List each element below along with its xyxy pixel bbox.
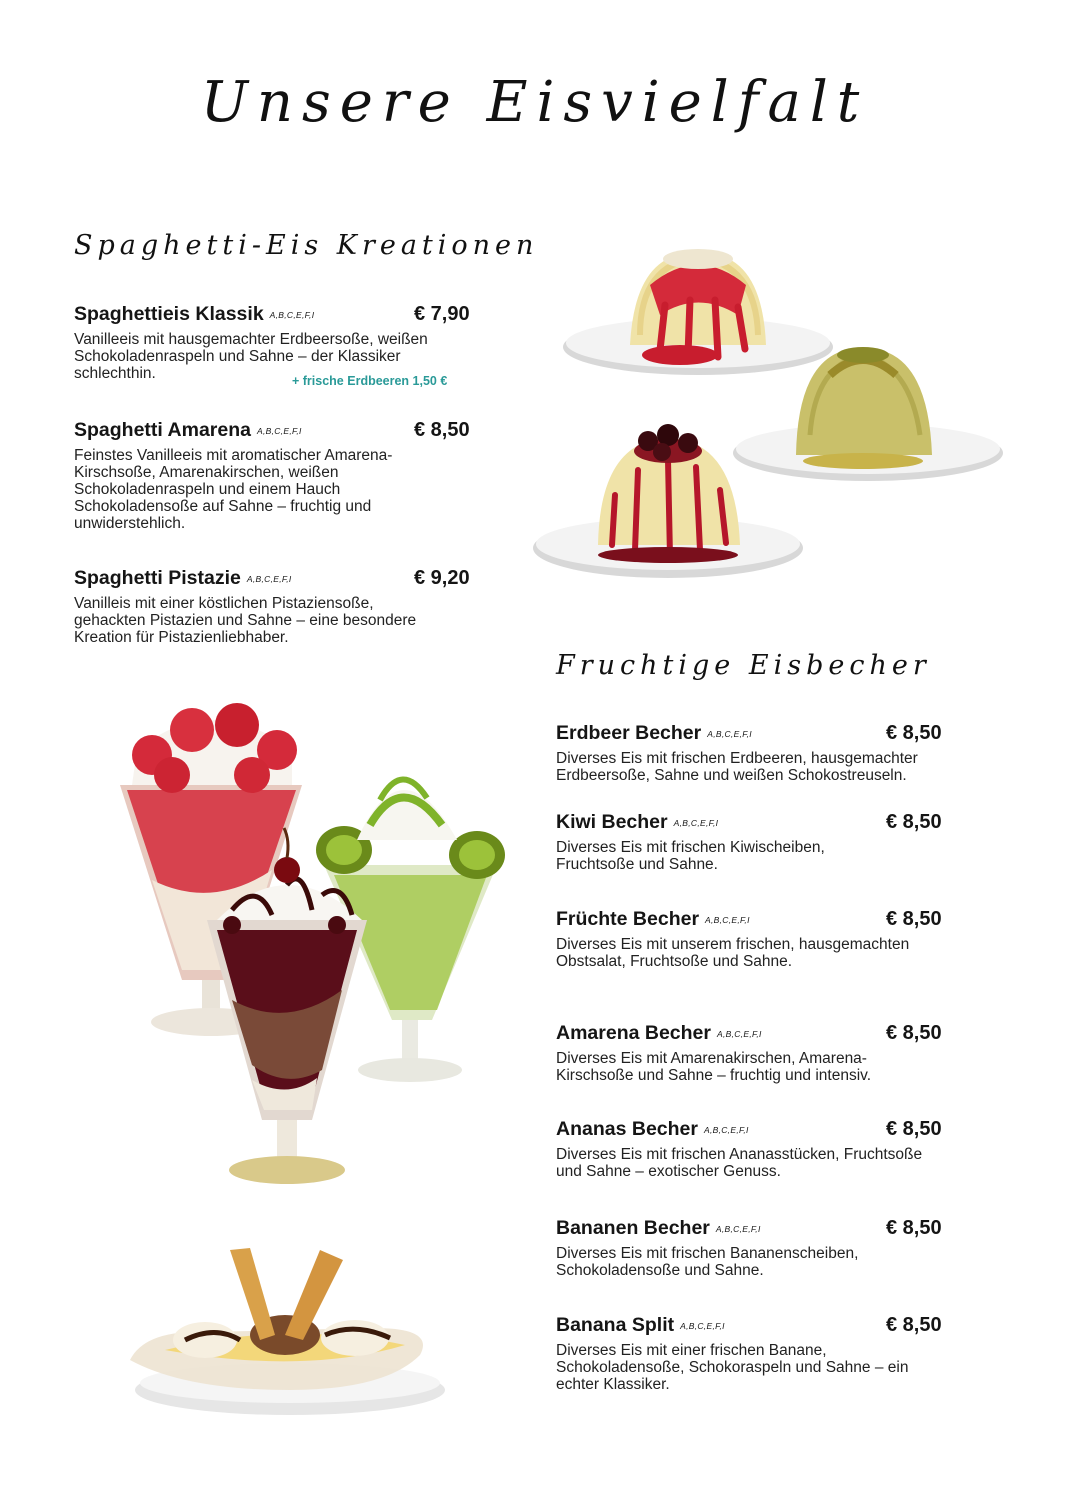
allergen-codes: A,B,C,E,F,I	[680, 1320, 725, 1331]
item-price: € 7,90	[414, 303, 470, 325]
item-price: € 8,50	[886, 908, 942, 930]
allergen-codes: A,B,C,E,F,I	[673, 817, 719, 828]
allergen-codes: A,B,C,E,F,I	[715, 1223, 761, 1234]
item-description: Diverses Eis mit frischen Kiwischeiben, Fruchtsoße und Sahne.	[556, 839, 825, 873]
item-description: Diverses Eis mit frischen Ananasstücken, Fruchtsoße und Sahne – exotischer Genuss.	[556, 1146, 923, 1180]
allergen-codes: A,B,C,E,F,I	[705, 914, 750, 925]
item-price: € 8,50	[414, 419, 470, 441]
banana-split-image	[125, 1240, 450, 1420]
item-name: Amarena Becher A,B,C,E,F,I	[556, 1022, 762, 1044]
page-title: Unsere Eisvielfalt	[200, 70, 869, 135]
item-name: Spaghettieis Klassik A,B,C,E,F,I	[74, 303, 315, 325]
item-description: Feinstes Vanilleeis mit aromatischer Amarena-Kirschsoße, Amarenakirschen, weißen Schokoladenraspeln und einem Hauch Schokoladensoße auf Sahne – fruchtig und unwiderstehlich.	[74, 447, 393, 532]
item-description: Diverses Eis mit frischen Erdbeeren, hausgemachter Erdbeersoße, Sahne und weißen Schokostreuseln.	[556, 750, 918, 784]
allergen-codes: A,B,C,E,F,I	[703, 1124, 749, 1135]
allergen-codes: A,B,C,E,F,I	[707, 728, 752, 739]
item-description: Diverses Eis mit einer frischen Banane, Schokoladensoße, Schokoraspeln und Sahne – ein echter Klassiker.	[556, 1342, 909, 1393]
allergen-codes: A,B,C,E,F,I	[717, 1028, 762, 1039]
item-price: € 8,50	[886, 1118, 942, 1140]
item-description: Vanilleis mit einer köstlichen Pistaziensoße, gehackten Pistazien und Sahne – eine besondere Kreation für Pistazienliebhaber.	[74, 595, 417, 646]
item-name: Bananen Becher A,B,C,E,F,I	[556, 1217, 761, 1239]
item-description: Diverses Eis mit unserem frischen, hausgemachten Obstsalat, Fruchtsoße und Sahne.	[556, 936, 910, 970]
item-price: € 8,50	[886, 1022, 942, 1044]
item-name: Früchte Becher A,B,C,E,F,I	[556, 908, 750, 930]
spaghetti-eis-image	[530, 245, 1010, 595]
item-name: Spaghetti Amarena A,B,C,E,F,I	[74, 419, 302, 441]
item-description: Diverses Eis mit frischen Bananenscheiben, Schokoladensoße und Sahne.	[556, 1245, 859, 1279]
item-price: € 8,50	[886, 811, 942, 833]
item-name: Spaghetti Pistazie A,B,C,E,F,I	[74, 567, 292, 589]
item-name: Kiwi Becher A,B,C,E,F,I	[556, 811, 719, 833]
allergen-codes: A,B,C,E,F,I	[269, 309, 315, 320]
item-price: € 8,50	[886, 722, 942, 744]
allergen-codes: A,B,C,E,F,I	[246, 573, 292, 584]
item-description: Diverses Eis mit Amarenakirschen, Amarena-Kirschsoße und Sahne – fruchtig und intensiv.	[556, 1050, 872, 1084]
section-title-spaghetti: Spaghetti-Eis Kreationen	[74, 230, 539, 261]
eisbecher-image	[112, 680, 507, 1220]
extra-option: + frische Erdbeeren 1,50 €	[292, 374, 448, 388]
item-price: € 8,50	[886, 1217, 942, 1239]
item-price: € 8,50	[886, 1314, 942, 1336]
section-title-eisbecher: Fruchtige Eisbecher	[556, 650, 931, 681]
item-name: Ananas Becher A,B,C,E,F,I	[556, 1118, 749, 1140]
item-price: € 9,20	[414, 567, 470, 589]
allergen-codes: A,B,C,E,F,I	[257, 425, 302, 436]
item-name: Erdbeer Becher A,B,C,E,F,I	[556, 722, 752, 744]
item-description: Vanilleeis mit hausgemachter Erdbeersoße, weißen Schokoladenraspeln und Sahne – der Klassiker schlechthin.	[74, 331, 428, 382]
item-name: Banana Split A,B,C,E,F,I	[556, 1314, 725, 1336]
